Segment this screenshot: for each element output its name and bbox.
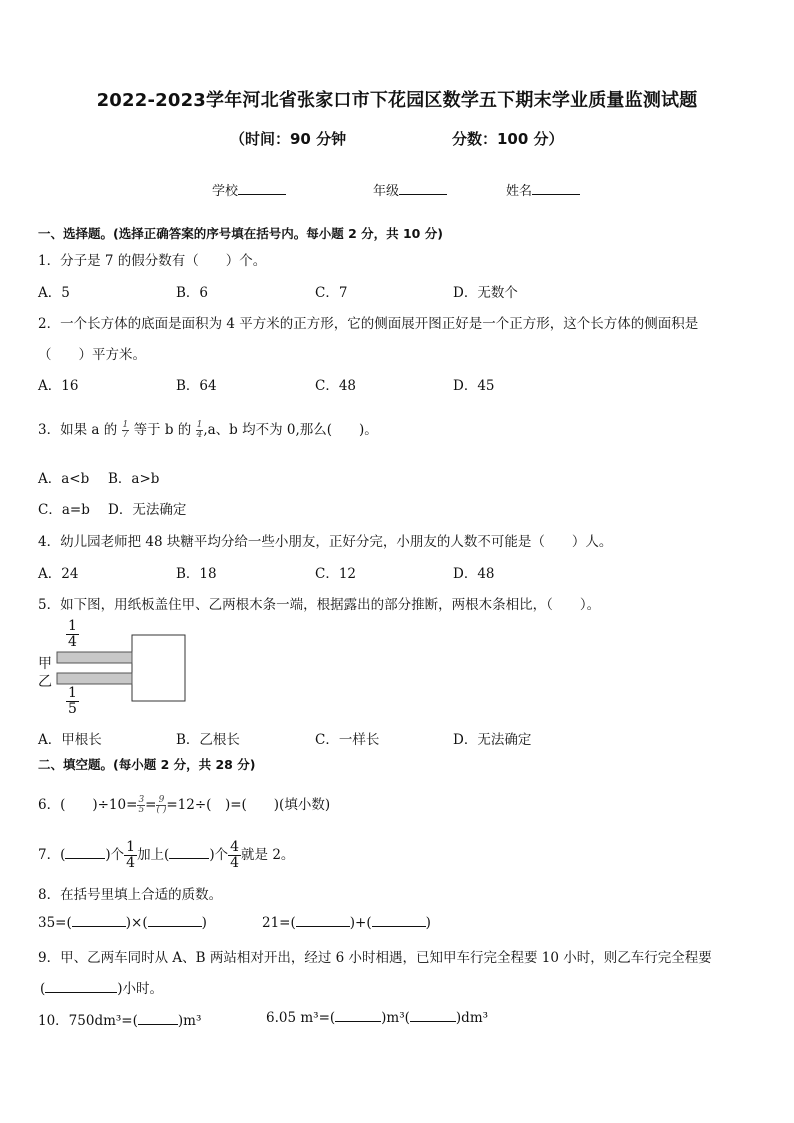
q3-option-c[interactable]: C．a=b: [38, 502, 90, 518]
q2-option-a[interactable]: A．16: [38, 378, 79, 394]
q7-blank-1[interactable]: [65, 846, 105, 859]
question-4: 4．幼儿园老师把 48 块糖平均分给一些小朋友，正好分完，小朋友的人数不可能是（ ）人。: [38, 534, 613, 550]
q7-text-5: 就是 2。: [241, 847, 295, 863]
label-yi: 乙: [38, 674, 52, 690]
q8-text-35: 35=(: [38, 915, 72, 931]
q6-fraction-a: $\frac{3}{5}$: [138, 795, 145, 815]
q5-option-b[interactable]: B．乙根长: [176, 732, 240, 748]
q7-fraction-a: $\frac{1}{4}$: [126, 839, 136, 871]
q6-text-1: 6．( )÷10=: [38, 797, 138, 813]
q10-text-3: 6.05 m³=(: [266, 1010, 336, 1026]
q5-figure-svg: [36, 618, 196, 720]
q2-option-d[interactable]: D．45: [453, 378, 495, 394]
q1-option-c[interactable]: C．7: [315, 285, 348, 301]
question-9-line1: 9．甲、乙两车同时从 A、B 两站相对开出，经过 6 小时相遇，已知甲车行完全程要 10 小时，则乙车行完全程要: [38, 950, 712, 966]
question-6: [38, 793, 330, 815]
q4-option-a[interactable]: A．24: [38, 566, 79, 582]
question-5: 5．如下图，用纸板盖住甲、乙两根木条一端，根据露出的部分推断，两根木条相比，（ ）。: [38, 597, 601, 613]
q8-close-2: ): [425, 915, 431, 931]
q10-text-4: )m³(: [381, 1010, 410, 1026]
question-3: [38, 418, 378, 440]
exam-time: （时间：90 分钟: [230, 130, 347, 148]
q3-fraction-b: $\frac{1}{4}$: [196, 420, 203, 440]
exam-score: 分数：100 分）: [452, 130, 564, 148]
q9-close: )小时。: [117, 981, 164, 997]
question-10-part-b: [266, 1009, 488, 1026]
q8-line-35: [38, 914, 207, 931]
grade-field[interactable]: [373, 180, 447, 199]
q5-option-d[interactable]: D．无法确定: [453, 732, 532, 748]
q8-close-1: ): [201, 915, 207, 931]
question-10-part-a: [38, 1009, 201, 1029]
q3-fraction-a: $\frac{1}{7}$: [122, 420, 129, 440]
q1-option-d[interactable]: D．无数个: [453, 285, 518, 301]
cover-board: [132, 635, 185, 701]
grade-blank[interactable]: [399, 182, 447, 195]
q10-blank-2[interactable]: [335, 1009, 381, 1022]
q10-text-2: )m³: [177, 1013, 202, 1029]
q9-open: (: [40, 981, 46, 997]
q8-blank-2[interactable]: [148, 914, 202, 927]
stick-yi: [57, 673, 132, 684]
question-9-line2: [40, 977, 163, 997]
q5-top-fraction: $\frac{1}{4}$: [68, 618, 77, 650]
q8-blank-4[interactable]: [372, 914, 426, 927]
q7-fraction-b: $\frac{4}{4}$: [230, 839, 240, 871]
section2-heading: 二、填空题。(每小题 2 分，共 28 分): [38, 757, 256, 772]
q8-line-21: [262, 914, 431, 931]
section1-heading: 一、选择题。(选择正确答案的序号填在括号内。每小题 2 分，共 10 分): [38, 226, 443, 241]
q4-option-d[interactable]: D．48: [453, 566, 495, 582]
q8-plus: )+(: [349, 915, 372, 931]
q5-option-c[interactable]: C．一样长: [315, 732, 380, 748]
q1-option-b[interactable]: B．6: [176, 285, 209, 301]
question-2-line1: 2．一个长方体的底面是面积为 4 平方米的正方形，它的侧面展开图正好是一个正方形，这个长方体的侧面积是: [38, 316, 699, 332]
question-2-line2: （ ）平方米。: [38, 347, 146, 363]
name-blank[interactable]: [532, 182, 580, 195]
q7-blank-2[interactable]: [169, 846, 209, 859]
q5-option-a[interactable]: A．甲根长: [38, 732, 102, 748]
q6-text-2: =12÷( )=( )(填小数): [166, 797, 331, 813]
q8-times: )×(: [125, 915, 148, 931]
q7-text-2: )个: [105, 847, 125, 863]
q8-blank-3[interactable]: [296, 914, 350, 927]
grade-label: 年级: [373, 184, 400, 199]
q3-text-1: 3．如果 a 的: [38, 422, 118, 438]
q4-option-b[interactable]: B．18: [176, 566, 217, 582]
q8-blank-1[interactable]: [72, 914, 126, 927]
label-jia: 甲: [38, 656, 52, 672]
q3-text-3: ,a、b 均不为 0,那么( )。: [203, 422, 378, 438]
q9-blank[interactable]: [45, 980, 117, 993]
q10-blank-3[interactable]: [410, 1009, 456, 1022]
q7-text-3: 加上(: [137, 847, 170, 863]
q5-figure: [36, 618, 196, 720]
q5-bottom-fraction: $\frac{1}{5}$: [68, 685, 77, 717]
q3-option-b[interactable]: B．a>b: [108, 471, 160, 487]
school-label: 学校: [212, 184, 239, 199]
q10-text-1: 10．750dm³=(: [38, 1013, 138, 1029]
q3-option-a[interactable]: A．a<b: [38, 471, 90, 487]
q3-option-d[interactable]: D．无法确定: [108, 502, 187, 518]
question-7: [38, 840, 294, 871]
q10-text-5: )dm³: [455, 1010, 489, 1026]
q6-equals: =: [145, 797, 157, 813]
name-label: 姓名: [506, 184, 533, 199]
q10-blank-1[interactable]: [138, 1012, 178, 1025]
stick-jia: [57, 652, 132, 663]
school-blank[interactable]: [238, 182, 286, 195]
q6-fraction-b: $\frac{9}{( )}$: [156, 795, 167, 815]
q8-text-21: 21=(: [262, 915, 296, 931]
q1-option-a[interactable]: A．5: [38, 285, 70, 301]
school-field[interactable]: [212, 180, 286, 199]
page-title: 2022-2023学年河北省张家口市下花园区数学五下期末学业质量监测试题: [96, 90, 698, 111]
q2-option-b[interactable]: B．64: [176, 378, 217, 394]
q3-text-2: 等于 b 的: [133, 422, 192, 438]
question-8: 8．在括号里填上合适的质数。: [38, 887, 223, 903]
q7-text-1: 7．(: [38, 847, 66, 863]
name-field[interactable]: [506, 180, 580, 199]
question-1: 1．分子是 7 的假分数有（ ）个。: [38, 253, 267, 269]
q7-text-4: )个: [209, 847, 229, 863]
q2-option-c[interactable]: C．48: [315, 378, 357, 394]
q4-option-c[interactable]: C．12: [315, 566, 357, 582]
